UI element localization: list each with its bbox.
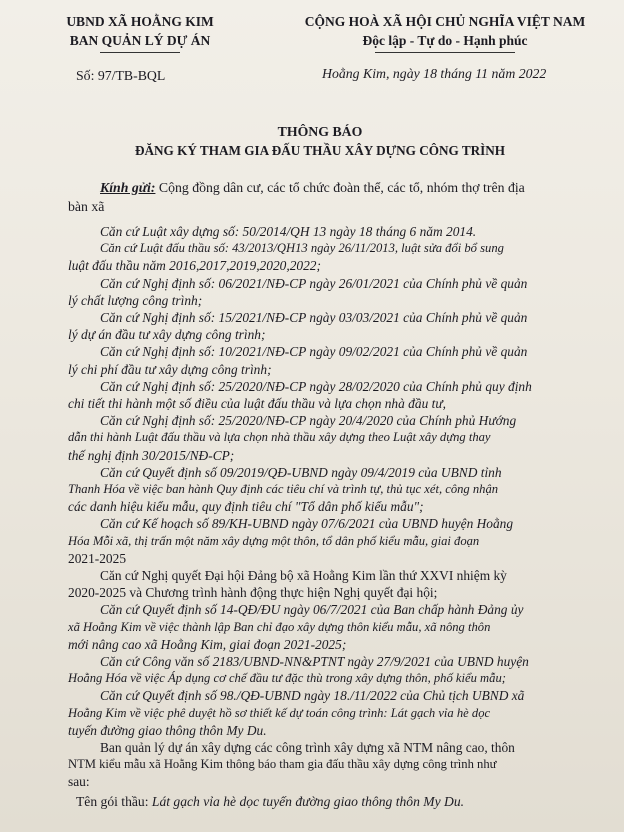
body-line: chi tiết thi hành một số điều của luật đấu thầu và lựa chọn nhà đầu tư, [68, 396, 446, 411]
body-line: Căn cứ Nghị định số: 10/2021/NĐ-CP ngày 09/02/2021 của Chính phủ về quản [100, 344, 528, 360]
addressee-text-2: bàn xã [68, 199, 105, 214]
doc-subtitle: ĐĂNG KÝ THAM GIA ĐẤU THẦU XÂY DỰNG CÔNG TRÌNH [134, 143, 506, 158]
body-line: mới nâng cao xã Hoằng Kim, giai đoạn 2021-2025; [68, 636, 347, 652]
body-line: lý dự án đầu tư xây dựng công trình; [68, 327, 266, 343]
place-date: Hoằng Kim, ngày 18 tháng 11 năm 2022 [322, 66, 547, 81]
body-line: Căn cứ Nghị định số: 25/2020/NĐ-CP ngày 20/4/2020 của Chính phủ Hướng [100, 413, 517, 429]
body-line: Căn cứ Luật xây dựng số: 50/2014/QH 13 ngày 18 tháng 6 năm 2014. [100, 224, 477, 239]
doc-title: THÔNG BÁO [277, 124, 363, 139]
addressee-text: Cộng đồng dân cư, các tổ chức đoàn thể, các tổ, nhóm thợ trên địa [158, 180, 525, 195]
package-name: Lát gạch vỉa hè dọc tuyến đường giao thông thôn My Du. [151, 793, 465, 809]
doc-number: Số: 97/TB-BQL [76, 68, 166, 83]
body-line: Căn cứ Nghị định số: 06/2021/NĐ-CP ngày 26/01/2021 của Chính phủ về quản [100, 275, 528, 291]
body-line: Ban quản lý dự án xây dựng các công trình xây dựng xã NTM nâng cao, thôn [100, 740, 515, 755]
body-line: lý chi phí đầu tư xây dựng công trình; [68, 361, 272, 377]
body-line: Căn cứ Quyết định số 14-QĐ/ĐU ngày 06/7/2021 của Ban chấp hành Đảng ủy [100, 602, 524, 618]
body-line: dẫn thi hành Luật đấu thầu và lựa chọn nhà thầu xây dựng theo Luật xây dựng thay [68, 430, 491, 445]
org-line-1: UBND XÃ HOẰNG KIM [66, 14, 214, 29]
nation-line-2: Độc lập - Tự do - Hạnh phúc [362, 33, 528, 48]
addressee-line [100, 180, 525, 196]
body-line: các danh hiệu kiểu mẫu, quy định tiêu chí "Tổ dân phố kiểu mẫu"; [68, 499, 424, 515]
body-line: Căn cứ Quyết định số 98./QĐ-UBND ngày 18./11/2022 của Chủ tịch UBND xã [100, 688, 525, 704]
body-line: sau: [68, 774, 90, 790]
body-line: Căn cứ Quyết định số 09/2019/QĐ-UBND ngày 09/4/2019 của UBND tỉnh [100, 464, 502, 480]
addressee-label: Kính gửi: [100, 180, 156, 195]
body-line: NTM kiểu mẫu xã Hoằng Kim thông báo tham gia đấu thầu xây dựng công trình như [68, 757, 497, 772]
body-line: Căn cứ Kế hoạch số 89/KH-UBND ngày 07/6/2021 của UBND huyện Hoằng [100, 516, 514, 532]
body-line: Căn cứ Nghị quyết Đại hội Đảng bộ xã Hoằng Kim lần thứ XXVI nhiệm kỳ [100, 568, 507, 583]
body-line: thế nghị định 30/2015/NĐ-CP; [68, 447, 235, 463]
body-line: 2020-2025 và Chương trình hành động thực hiện Nghị quyết đại hội; [68, 585, 438, 601]
package-label: Tên gói thầu: [76, 793, 152, 809]
body-line: luật đấu thầu năm 2016,2017,2019,2020,2022; [68, 258, 321, 274]
body-line: 2021-2025 [68, 550, 127, 566]
body-line: xã Hoằng Kim về việc thành lập Ban chỉ đạo xây dựng thôn kiểu mẫu, xã nông thôn [68, 619, 491, 634]
body-line: Hoằng Kim về việc phê duyệt hồ sơ thiết kế dự toán công trình: Lát gạch vỉa hè dọc [68, 705, 491, 720]
body-line: Căn cứ Nghị định số: 25/2020/NĐ-CP ngày 28/02/2020 của Chính phủ quy định [100, 378, 532, 394]
body-line: Thanh Hóa về việc ban hành Quy định các tiêu chí và trình tự, thủ tục xét, công nhận [68, 482, 499, 496]
body-line: Căn cứ Nghị định số: 15/2021/NĐ-CP ngày 03/03/2021 của Chính phủ về quản [100, 310, 528, 325]
body-line: Hóa Mỗi xã, thị trấn một năm xây dựng một thôn, tổ dân phố kiểu mẫu, giai đoạn [68, 533, 480, 548]
body-line: lý chất lượng công trình; [68, 292, 203, 308]
nation-line-1: CỘNG HOÀ XÃ HỘI CHỦ NGHĨA VIỆT NAM [304, 14, 586, 29]
org-underline [100, 52, 180, 53]
body-line: tuyến đường giao thông thôn My Du. [68, 722, 267, 738]
package-line [76, 794, 464, 810]
body-line: Hoằng Hóa về việc Áp dụng cơ chế đầu tư đặc thù trong xây dựng thôn, phố kiểu mẫu; [68, 671, 506, 686]
org-line-2: BAN QUẢN LÝ DỰ ÁN [69, 33, 211, 48]
motto-underline [375, 52, 515, 53]
body-line: Căn cứ Luật đấu thầu số: 43/2013/QH13 ngày 26/11/2013, luật sửa đổi bổ sung [100, 241, 504, 256]
body-line: Căn cứ Công văn số 2183/UBND-NN&PTNT ngày 27/9/2021 của UBND huyện [100, 654, 529, 669]
